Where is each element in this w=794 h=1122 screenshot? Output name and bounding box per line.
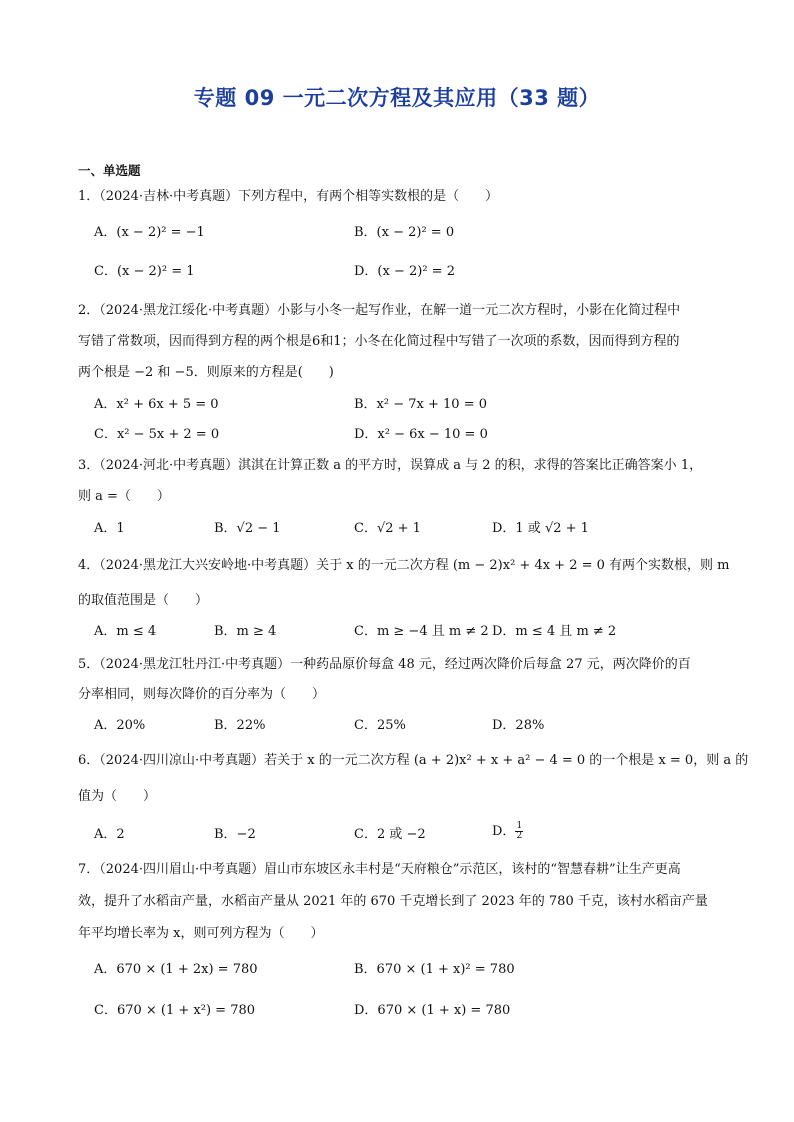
question-6-line-2: 值为（ ） [78,789,157,804]
question-6-option-d [492,822,523,841]
question-2-option-a: A．x² + 6x + 5 = 0 [94,397,219,412]
question-5-line-1: 5．（2024·黑龙江牡丹江·中考真题）一种药品原价每盒 48 元，经过两次降价后每盒 27 元，两次降价的百 [78,657,691,672]
question-5-option-d: D．28% [492,718,545,733]
question-1-option-b: B．(x − 2)² = 0 [354,225,455,240]
question-1-line-1: 1．（2024·吉林·中考真题）下列方程中，有两个相等实数根的是（ ） [78,189,499,204]
question-4-option-a: A．m ≤ 4 [94,624,157,639]
question-7-line-1: 7．（2024·四川眉山·中考真题）眉山市东坡区永丰村是“天府粮仓”示范区，该村的“智慧春耕”让生产更高 [78,862,681,877]
question-5-option-a: A．20% [94,718,146,733]
question-7-option-c: C．670 × (1 + x²) = 780 [94,1003,256,1018]
question-6-option-b: B．−2 [214,827,256,842]
question-5-option-b: B．22% [214,718,266,733]
question-3-option-c: C．√2 + 1 [354,521,421,536]
question-3-option-d: D．1 或 √2 + 1 [492,521,589,536]
question-1-option-d: D．(x − 2)² = 2 [354,264,455,279]
question-4-option-c: C．m ≥ −4 且 m ≠ 2 [354,624,489,639]
question-2-option-d: D．x² − 6x − 10 = 0 [354,427,488,442]
question-7-option-b: B．670 × (1 + x)² = 780 [354,962,515,977]
question-2-option-c: C．x² − 5x + 2 = 0 [94,427,220,442]
question-1-option-a: A．(x − 2)² = −1 [94,225,205,240]
page-title: 专题 09 一元二次方程及其应用（33 题） [193,86,601,110]
question-4-line-2: 的取值范围是（ ） [78,593,209,608]
question-4-option-b: B．m ≥ 4 [214,624,277,639]
fraction-denominator: 2 [516,831,523,841]
question-3-line-2: 则 a =（ ） [78,489,170,504]
question-4-line-1: 4．（2024·黑龙江大兴安岭地·中考真题）关于 x 的一元二次方程 (m − 2)x² + 4x + 2 = 0 有两个实数根，则 m [78,558,730,573]
question-6-option-c: C．2 或 −2 [354,827,426,842]
question-2-option-b: B．x² − 7x + 10 = 0 [354,397,487,412]
question-3-line-1: 3．（2024·河北·中考真题）淇淇在计算正数 a 的平方时，误算成 a 与 2 的积，求得的答案比正确答案小 1， [78,458,703,473]
question-2-line-1: 2．（2024·黑龙江绥化·中考真题）小影与小冬一起写作业，在解一道一元二次方程时，小影在化简过程中 [78,303,681,318]
one-half-fraction [515,822,523,841]
question-3-option-a: A．1 [94,521,125,536]
question-7-line-3: 年平均增长率为 x，则可列方程为（ ） [78,926,324,941]
question-7-option-a: A．670 × (1 + 2x) = 780 [94,962,258,977]
question-7-option-d: D．670 × (1 + x) = 780 [354,1003,511,1018]
question-6-option-d-label: D． [492,824,516,839]
question-2-line-2: 写错了常数项，因而得到方程的两个根是6和1；小冬在化简过程中写错了一次项的系数，因而得到方程的 [78,334,680,349]
question-2-line-3: 两个根是 −2 和 −5．则原来的方程是( ) [78,365,334,380]
question-6-line-1: 6．（2024·四川凉山·中考真题）若关于 x 的一元二次方程 (a + 2)x² + x + a² − 4 = 0 的一个根是 x = 0，则 a 的 [78,753,749,768]
question-5-line-2: 分率相同，则每次降价的百分率为（ ） [78,687,326,702]
question-3-option-b: B．√2 − 1 [214,521,281,536]
fraction-numerator: 1 [516,821,523,831]
section-heading: 一、单选题 [78,163,141,178]
question-7-line-2: 效，提升了水稻亩产量，水稻亩产量从 2021 年的 670 千克增长到了 2023 年的 780 千克，该村水稻亩产量 [78,894,708,909]
question-5-option-c: C．25% [354,718,406,733]
question-6-option-a: A．2 [94,827,125,842]
question-1-option-c: C．(x − 2)² = 1 [94,264,195,279]
question-4-option-d: D．m ≤ 4 且 m ≠ 2 [492,624,617,639]
